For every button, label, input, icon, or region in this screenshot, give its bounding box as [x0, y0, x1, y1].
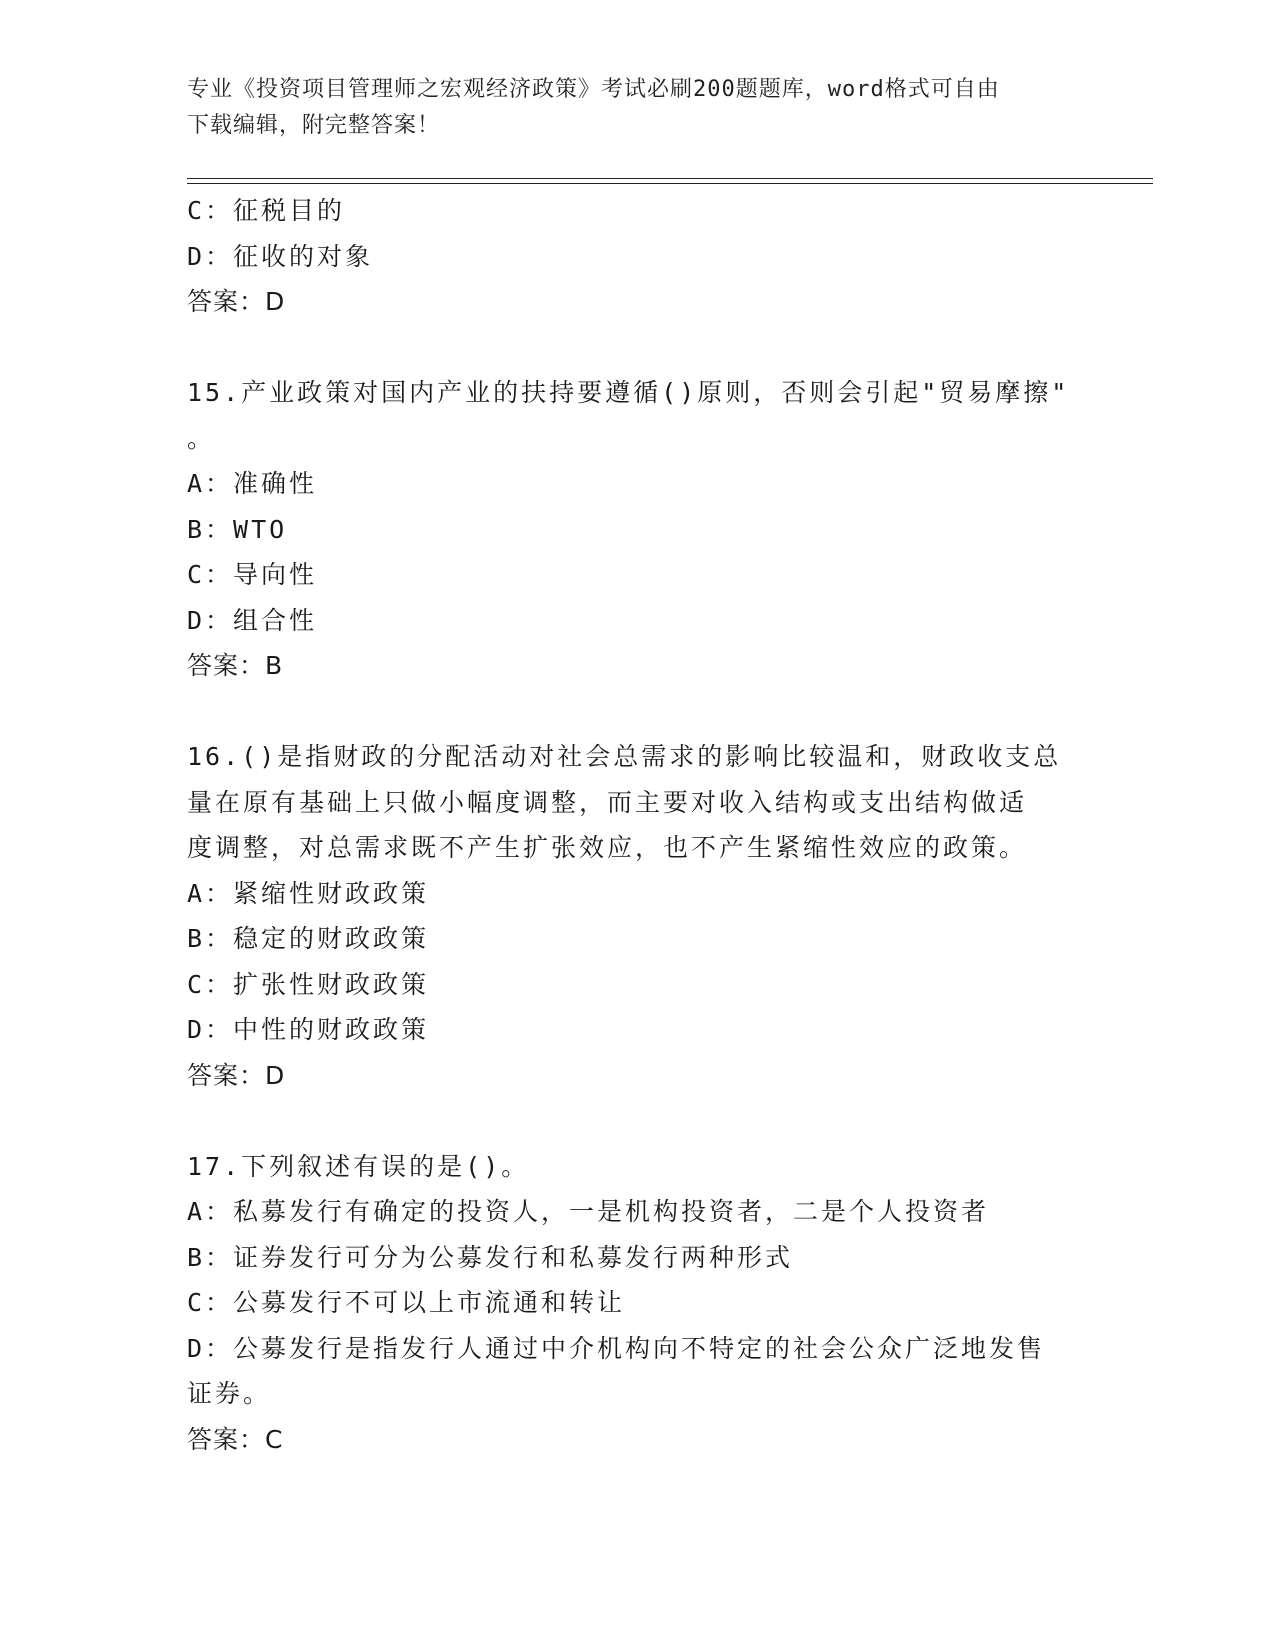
option-d: D：征收的对象 [187, 241, 374, 271]
header-line-1: 专业《投资项目管理师之宏观经济政策》考试必刷200题题库，word格式可自由 [187, 77, 1000, 102]
question-stem: 17.下列叙述有误的是()。 [187, 1151, 530, 1181]
option-c: C：公募发行不可以上市流通和转让 [187, 1288, 626, 1317]
document-body [187, 188, 1087, 1462]
question-stem: 15.产业政策对国内产业的扶持要遵循()原则，否则会引起"贸易摩擦" [187, 378, 1070, 407]
option-c: C：导向性 [187, 560, 318, 589]
header-divider-bottom [187, 183, 1153, 184]
answer-line: 答案：D [187, 1060, 286, 1090]
spacer [187, 689, 1087, 735]
document-header [187, 72, 1087, 144]
option-a: A：准确性 [187, 469, 318, 498]
question-stem-continued: 。 [187, 423, 216, 453]
question-17 [187, 1144, 1087, 1463]
answer-line: 答案：C [187, 1424, 284, 1454]
option-a: A：紧缩性财政政策 [187, 878, 430, 908]
question-stem: 16.()是指财政的分配活动对社会总需求的影响比较温和，财政收支总 [187, 742, 1062, 771]
option-b: B：WTO [187, 514, 288, 544]
spacer [187, 1098, 1087, 1144]
header-line-2: 下载编辑，附完整答案！ [187, 113, 441, 138]
header-divider-top [187, 178, 1153, 179]
option-a: A：私募发行有确定的投资人，一是机构投资者，二是个人投资者 [187, 1197, 990, 1226]
option-d-continued: 证券。 [187, 1379, 272, 1408]
answer-line: 答案：B [187, 651, 284, 680]
question-14-tail [187, 188, 1087, 325]
option-b: B：稳定的财政政策 [187, 924, 430, 953]
option-c: C：扩张性财政政策 [187, 969, 430, 999]
option-d: D：公募发行是指发行人通过中介机构向不特定的社会公众广泛地发售 [187, 1333, 1046, 1363]
option-d: D：组合性 [187, 605, 318, 635]
option-c: C：征税目的 [187, 196, 346, 225]
spacer [187, 325, 1087, 371]
question-16 [187, 734, 1087, 1098]
question-15 [187, 370, 1087, 689]
question-stem-continued: 量在原有基础上只做小幅度调整，而主要对收入结构或支出结构做适 [187, 787, 1028, 817]
option-b: B：证券发行可分为公募发行和私募发行两种形式 [187, 1242, 794, 1272]
option-d: D：中性的财政政策 [187, 1015, 430, 1044]
question-stem-continued: 度调整，对总需求既不产生扩张效应，也不产生紧缩性效应的政策。 [187, 833, 1028, 862]
answer-line: 答案：D [187, 287, 286, 316]
